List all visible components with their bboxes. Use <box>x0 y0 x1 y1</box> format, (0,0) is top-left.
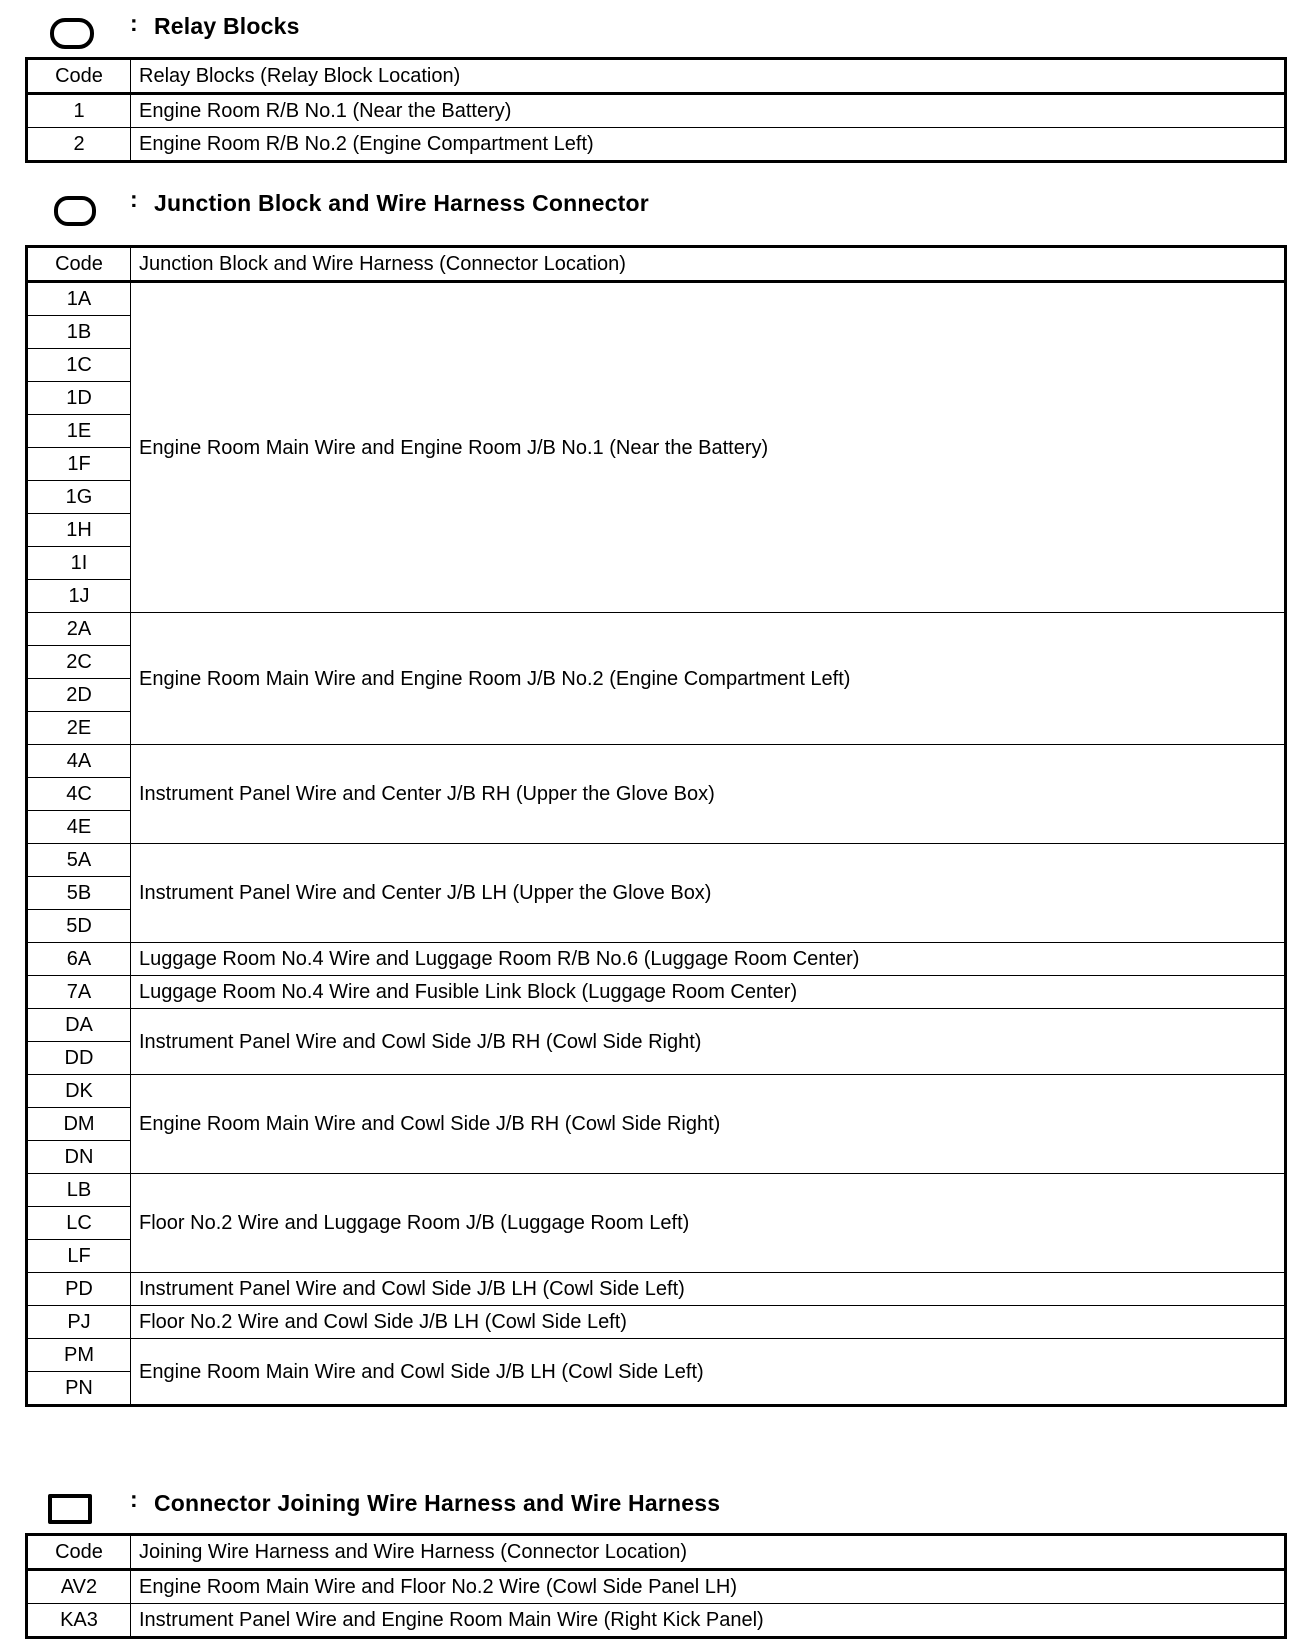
junction-row <box>27 613 1286 646</box>
junction-code-cell: PD <box>27 1273 131 1306</box>
junction-code-cell: 2C <box>27 646 131 679</box>
joining-connector-symbol-icon <box>48 1494 92 1524</box>
junction-code-cell: 1A <box>27 282 131 316</box>
relay-row <box>27 94 1286 128</box>
junction-header-desc: Junction Block and Wire Harness (Connector Location) <box>131 247 1286 282</box>
junction-code-cell: DD <box>27 1042 131 1075</box>
junction-code-cell: PN <box>27 1372 131 1406</box>
junction-code-cell: LB <box>27 1174 131 1207</box>
junction-row <box>27 1075 1286 1108</box>
junction-desc-cell: Engine Room Main Wire and Cowl Side J/B RH (Cowl Side Right) <box>131 1075 1286 1174</box>
joining-desc-cell: Instrument Panel Wire and Engine Room Main Wire (Right Kick Panel) <box>131 1604 1286 1638</box>
junction-row <box>27 943 1286 976</box>
junction-desc-cell: Luggage Room No.4 Wire and Luggage Room R/B No.6 (Luggage Room Center) <box>131 943 1286 976</box>
junction-code-cell: DN <box>27 1141 131 1174</box>
junction-code-cell: 1H <box>27 514 131 547</box>
joining-header-row <box>27 1535 1286 1570</box>
relay-desc-cell: Engine Room R/B No.1 (Near the Battery) <box>131 94 1286 128</box>
junction-code-cell: 5A <box>27 844 131 877</box>
junction-code-cell: 5B <box>27 877 131 910</box>
junction-desc-cell: Instrument Panel Wire and Center J/B RH (Upper the Glove Box) <box>131 745 1286 844</box>
junction-code-cell: 1J <box>27 580 131 613</box>
junction-code-cell: PM <box>27 1339 131 1372</box>
joining-row <box>27 1604 1286 1638</box>
relay-desc-cell: Engine Room R/B No.2 (Engine Compartment Left) <box>131 128 1286 162</box>
relay-code-cell: 2 <box>27 128 131 162</box>
joining-connector-table <box>25 1533 1287 1639</box>
junction-row <box>27 1009 1286 1042</box>
junction-heading <box>0 184 1312 224</box>
joining-code-cell: KA3 <box>27 1604 131 1638</box>
junction-code-cell: 1I <box>27 547 131 580</box>
joining-heading-colon: : <box>130 1486 138 1512</box>
junction-row <box>27 1339 1286 1372</box>
junction-code-cell: 1G <box>27 481 131 514</box>
junction-heading-title: Junction Block and Wire Harness Connector <box>154 190 649 216</box>
junction-code-cell: DA <box>27 1009 131 1042</box>
relay-row <box>27 128 1286 162</box>
junction-row <box>27 282 1286 316</box>
junction-desc-cell: Instrument Panel Wire and Cowl Side J/B RH (Cowl Side Right) <box>131 1009 1286 1075</box>
junction-row <box>27 745 1286 778</box>
junction-code-cell: LC <box>27 1207 131 1240</box>
junction-row <box>27 1273 1286 1306</box>
junction-code-cell: 4E <box>27 811 131 844</box>
junction-desc-cell: Engine Room Main Wire and Engine Room J/B No.2 (Engine Compartment Left) <box>131 613 1286 745</box>
relay-code-cell: 1 <box>27 94 131 128</box>
junction-code-cell: LF <box>27 1240 131 1273</box>
junction-code-cell: 1E <box>27 415 131 448</box>
joining-header-desc: Joining Wire Harness and Wire Harness (Connector Location) <box>131 1535 1286 1570</box>
joining-desc-cell: Engine Room Main Wire and Floor No.2 Wire (Cowl Side Panel LH) <box>131 1570 1286 1604</box>
junction-desc-cell: Instrument Panel Wire and Center J/B LH (Upper the Glove Box) <box>131 844 1286 943</box>
junction-code-cell: 2E <box>27 712 131 745</box>
relay-heading-colon: : <box>130 10 138 36</box>
relay-header-row <box>27 59 1286 94</box>
relay-heading-title: Relay Blocks <box>154 13 300 39</box>
junction-desc-cell: Floor No.2 Wire and Luggage Room J/B (Luggage Room Left) <box>131 1174 1286 1273</box>
joining-heading-title: Connector Joining Wire Harness and Wire Harness <box>154 1490 721 1516</box>
relay-block-symbol-icon <box>50 18 94 49</box>
junction-code-cell: PJ <box>27 1306 131 1339</box>
junction-desc-cell: Engine Room Main Wire and Engine Room J/B No.1 (Near the Battery) <box>131 282 1286 613</box>
junction-code-cell: 6A <box>27 943 131 976</box>
relay-header-code: Code <box>27 59 131 94</box>
junction-desc-cell: Floor No.2 Wire and Cowl Side J/B LH (Cowl Side Left) <box>131 1306 1286 1339</box>
junction-code-cell: DM <box>27 1108 131 1141</box>
relay-blocks-heading <box>0 6 1312 46</box>
junction-code-cell: DK <box>27 1075 131 1108</box>
junction-code-cell: 1D <box>27 382 131 415</box>
junction-row <box>27 1306 1286 1339</box>
junction-code-cell: 1B <box>27 316 131 349</box>
junction-row <box>27 976 1286 1009</box>
joining-row <box>27 1570 1286 1604</box>
junction-code-cell: 5D <box>27 910 131 943</box>
junction-code-cell: 1C <box>27 349 131 382</box>
junction-header-row <box>27 247 1286 282</box>
relay-header-desc: Relay Blocks (Relay Block Location) <box>131 59 1286 94</box>
junction-block-symbol-icon <box>54 196 96 226</box>
junction-desc-cell: Luggage Room No.4 Wire and Fusible Link Block (Luggage Room Center) <box>131 976 1286 1009</box>
junction-code-cell: 4A <box>27 745 131 778</box>
junction-row <box>27 844 1286 877</box>
junction-desc-cell: Instrument Panel Wire and Cowl Side J/B LH (Cowl Side Left) <box>131 1273 1286 1306</box>
junction-code-cell: 7A <box>27 976 131 1009</box>
junction-heading-colon: : <box>130 186 138 212</box>
junction-row <box>27 1174 1286 1207</box>
joining-code-cell: AV2 <box>27 1570 131 1604</box>
junction-desc-cell: Engine Room Main Wire and Cowl Side J/B LH (Cowl Side Left) <box>131 1339 1286 1406</box>
junction-code-cell: 2D <box>27 679 131 712</box>
junction-block-table <box>25 245 1287 1407</box>
joining-header-code: Code <box>27 1535 131 1570</box>
junction-code-cell: 2A <box>27 613 131 646</box>
junction-code-cell: 1F <box>27 448 131 481</box>
junction-code-cell: 4C <box>27 778 131 811</box>
junction-header-code: Code <box>27 247 131 282</box>
relay-blocks-table <box>25 57 1287 163</box>
joining-heading <box>0 1484 1312 1524</box>
